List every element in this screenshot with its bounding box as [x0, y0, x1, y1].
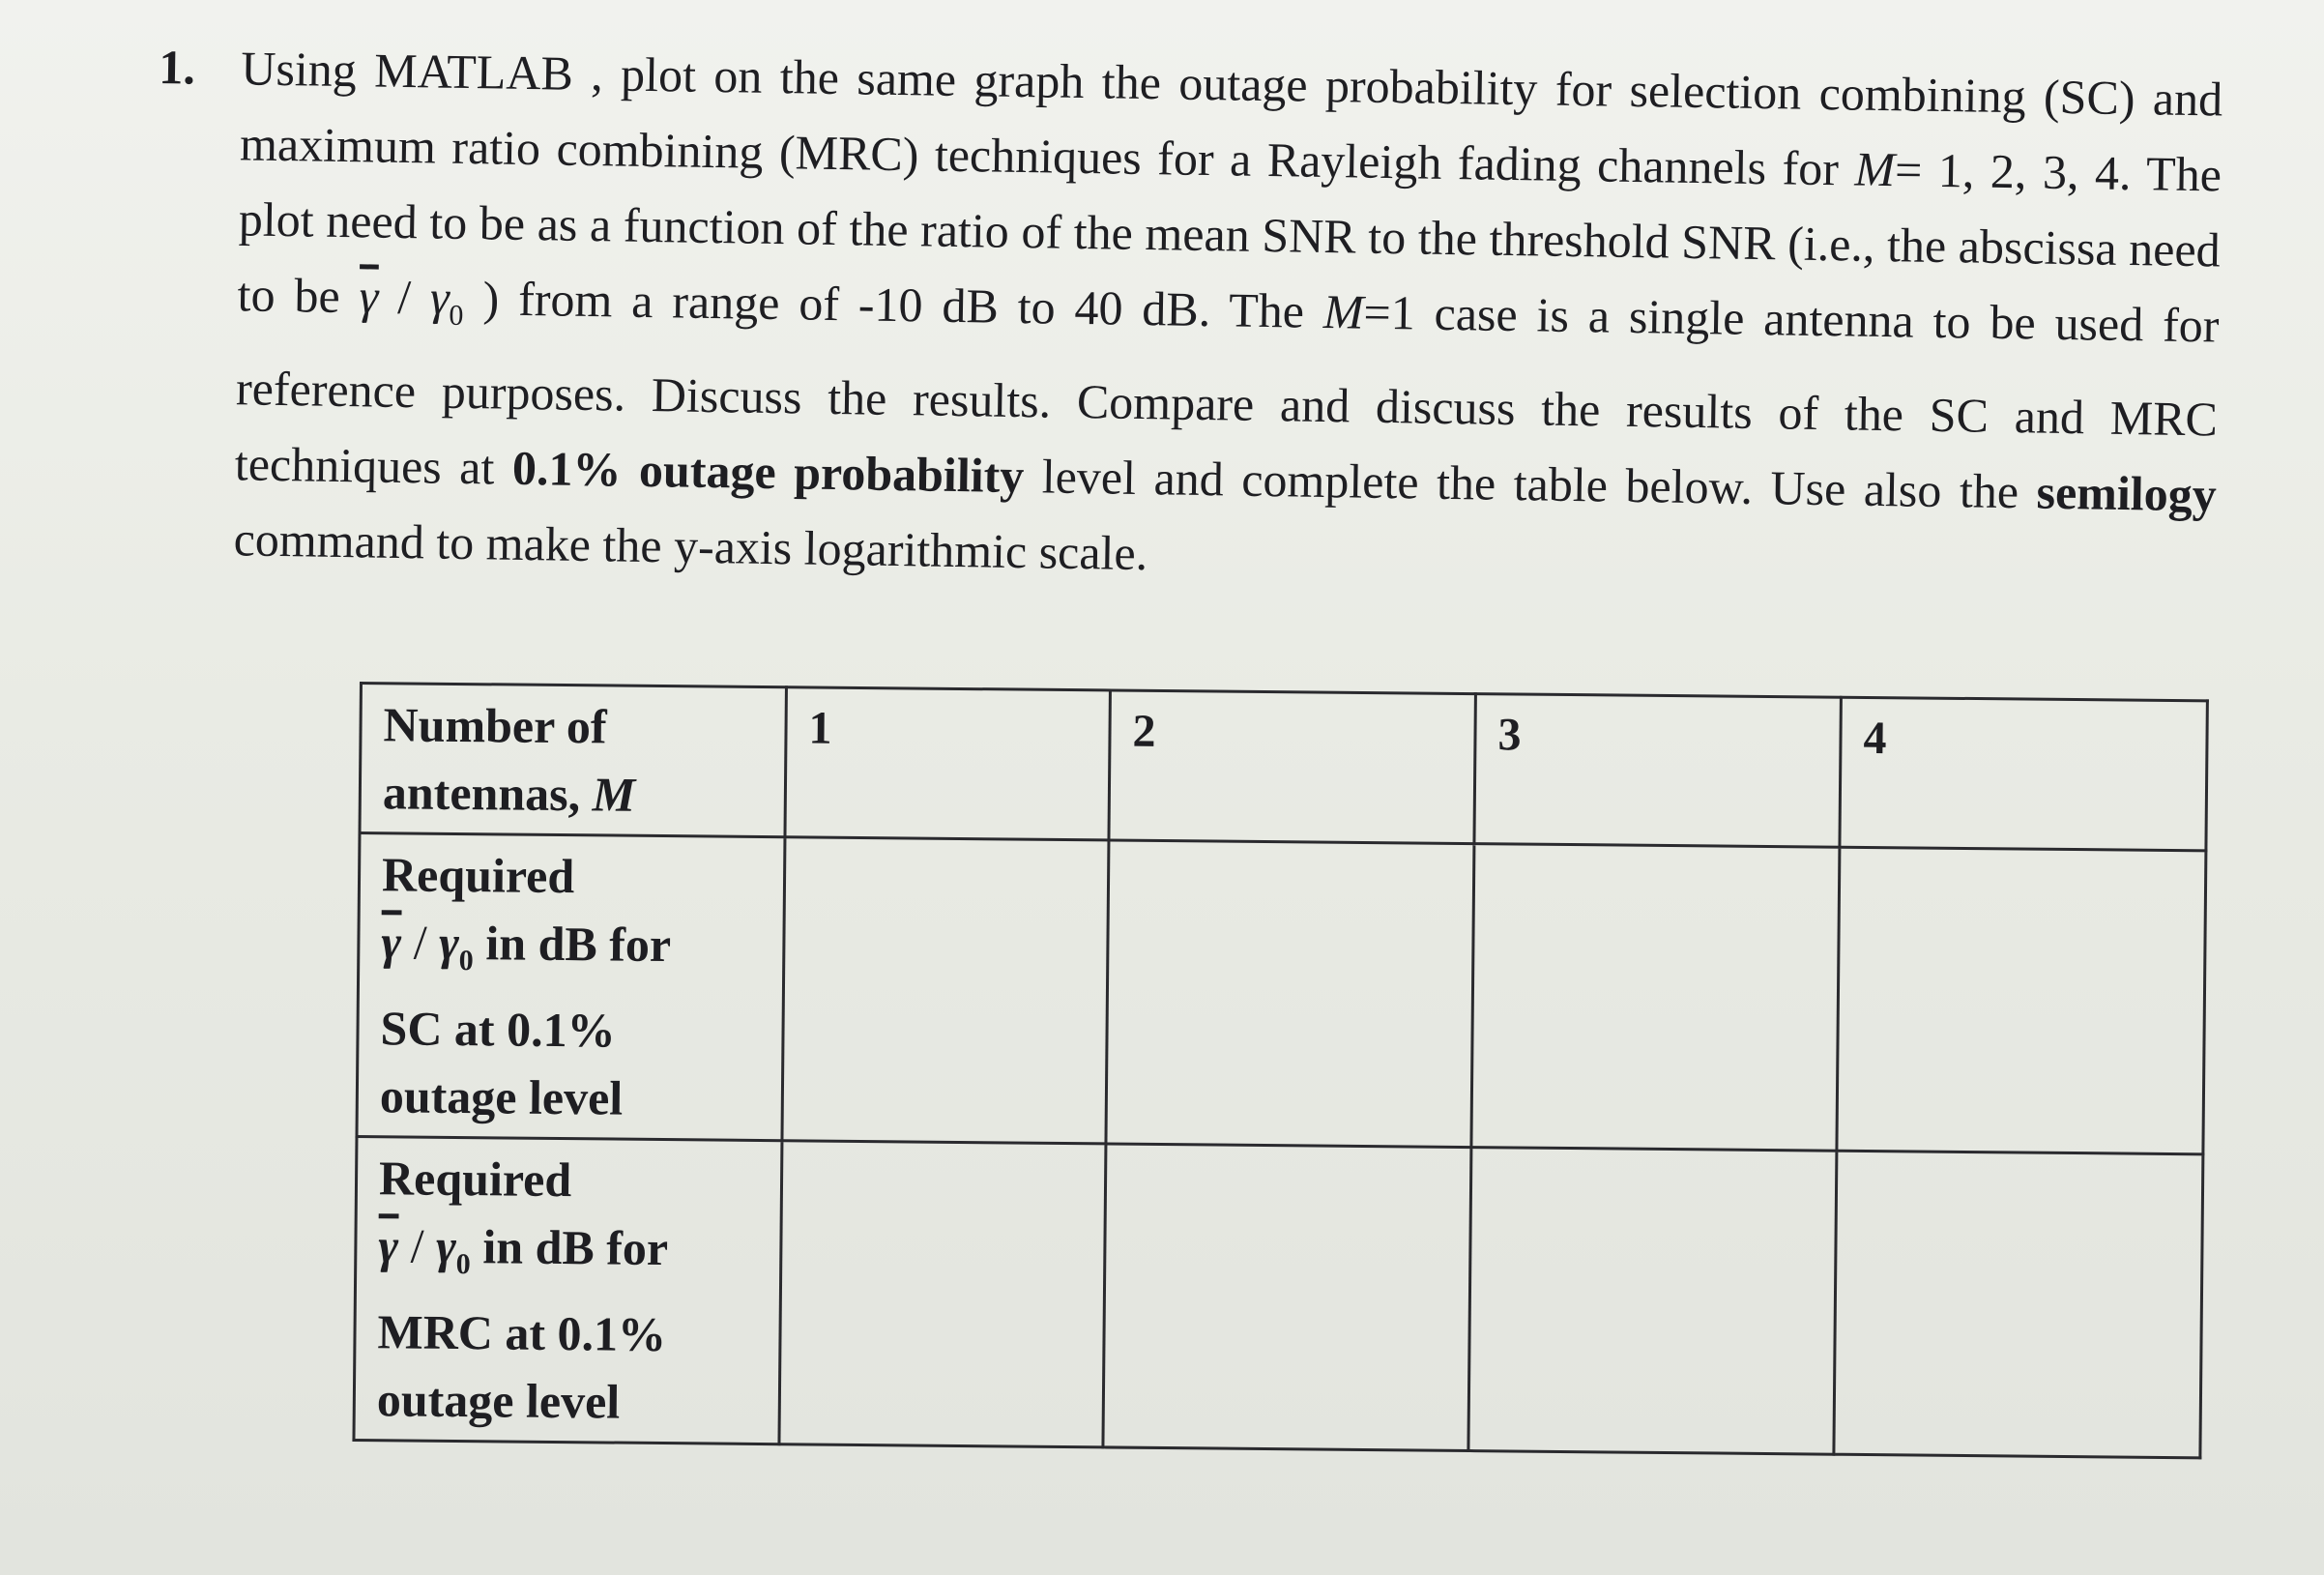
header-label-m: M: [592, 767, 636, 822]
sc-cell-m1[interactable]: [782, 837, 1109, 1144]
sc-cell-m3[interactable]: [1471, 844, 1840, 1152]
variable-m: M: [1322, 283, 1365, 339]
mrc-cell-m4[interactable]: [1834, 1151, 2203, 1458]
table-row-mrc: [354, 1136, 2203, 1457]
header-cell-m4: 4: [1840, 697, 2207, 851]
mrc-cell-m2[interactable]: [1103, 1144, 1471, 1451]
gamma-bar-symbol: $\overline{\gamma}$: [359, 269, 379, 324]
mrc-label-cell: [354, 1136, 782, 1444]
gamma-symbol: γ: [438, 915, 460, 970]
ratio-slash: /: [397, 1218, 437, 1273]
header-label-text: Number of antennas,: [382, 697, 607, 822]
mrc-label-line: MRC at 0.1%: [377, 1304, 667, 1362]
table-row-sc: [357, 833, 2206, 1154]
gamma-symbol: γ: [429, 270, 450, 325]
question-text-part: command to make the y-axis logarithmic scale.: [233, 511, 1148, 581]
ratio-slash: /: [377, 269, 431, 325]
header-cell-m1: 1: [785, 687, 1110, 840]
question-block: [158, 29, 2238, 581]
results-table: [352, 682, 2208, 1459]
header-cell-m3: 3: [1474, 694, 1841, 848]
sc-cell-m2[interactable]: [1106, 840, 1474, 1148]
bold-semilogy: semilogy: [2036, 464, 2218, 522]
sc-label-unit: in dB for: [473, 916, 672, 973]
table-header-row: [360, 684, 2207, 851]
question-text-part: =1 case is a single antenna to be used for reference purposes. Discuss the results. Compare and discuss the results of the SC and MRC techniques at: [234, 284, 2220, 495]
question-text-part: Using MATLAB , plot on the same graph the outage probability for selection combining (SC) and maximum ratio combining (MRC) techniques for a Rayleigh fading channels for: [239, 41, 2223, 196]
question-number: 1.: [158, 39, 196, 95]
sc-label-line: outage level: [379, 1068, 624, 1125]
gamma-bar-symbol: $\overline{\gamma}$: [378, 1218, 399, 1273]
sc-label-cell: [357, 833, 785, 1141]
gamma-zero-symbol: [429, 270, 465, 332]
mrc-cell-m1[interactable]: [779, 1141, 1106, 1447]
gamma-zero-symbol: [435, 1218, 471, 1281]
gamma-subscript: 0: [455, 1247, 471, 1281]
variable-m: M: [1854, 141, 1896, 197]
gamma-subscript: 0: [449, 299, 464, 332]
question-text-part: ) from a range of -10 dB to 40 dB. The: [463, 270, 1324, 338]
sc-cell-m4[interactable]: [1837, 847, 2206, 1154]
gamma-bar-symbol: $\overline{\gamma}$: [381, 915, 402, 970]
mrc-label-line: outage level: [376, 1372, 621, 1429]
mrc-label-line: Required: [378, 1151, 572, 1208]
sc-label-line: Required: [381, 847, 575, 904]
sc-label-line: SC at 0.1%: [380, 1001, 616, 1058]
header-label-cell: [360, 684, 786, 837]
sc-label-line: [381, 908, 762, 998]
bold-outage-probability: 0.1% outage probability: [511, 440, 1025, 504]
gamma-zero-symbol: [438, 915, 474, 977]
results-table-wrap: [352, 682, 2205, 1459]
gamma-subscript: 0: [458, 945, 474, 977]
mrc-cell-m3[interactable]: [1468, 1148, 1837, 1455]
header-cell-m2: 2: [1109, 690, 1475, 844]
gamma-symbol: γ: [435, 1218, 457, 1273]
ratio-slash: /: [400, 915, 440, 970]
question-text: [233, 30, 2223, 607]
mrc-label-unit: in dB for: [470, 1219, 669, 1276]
mrc-label-line: [378, 1211, 759, 1301]
question-text-part: = 1, 2, 3, 4. The plot need to be as a function of the ratio of the mean SNR to the threshold SNR (i.e., the abscissa need to be: [237, 142, 2222, 324]
question-text-part: level and complete the table below. Use also the: [1023, 449, 2038, 519]
